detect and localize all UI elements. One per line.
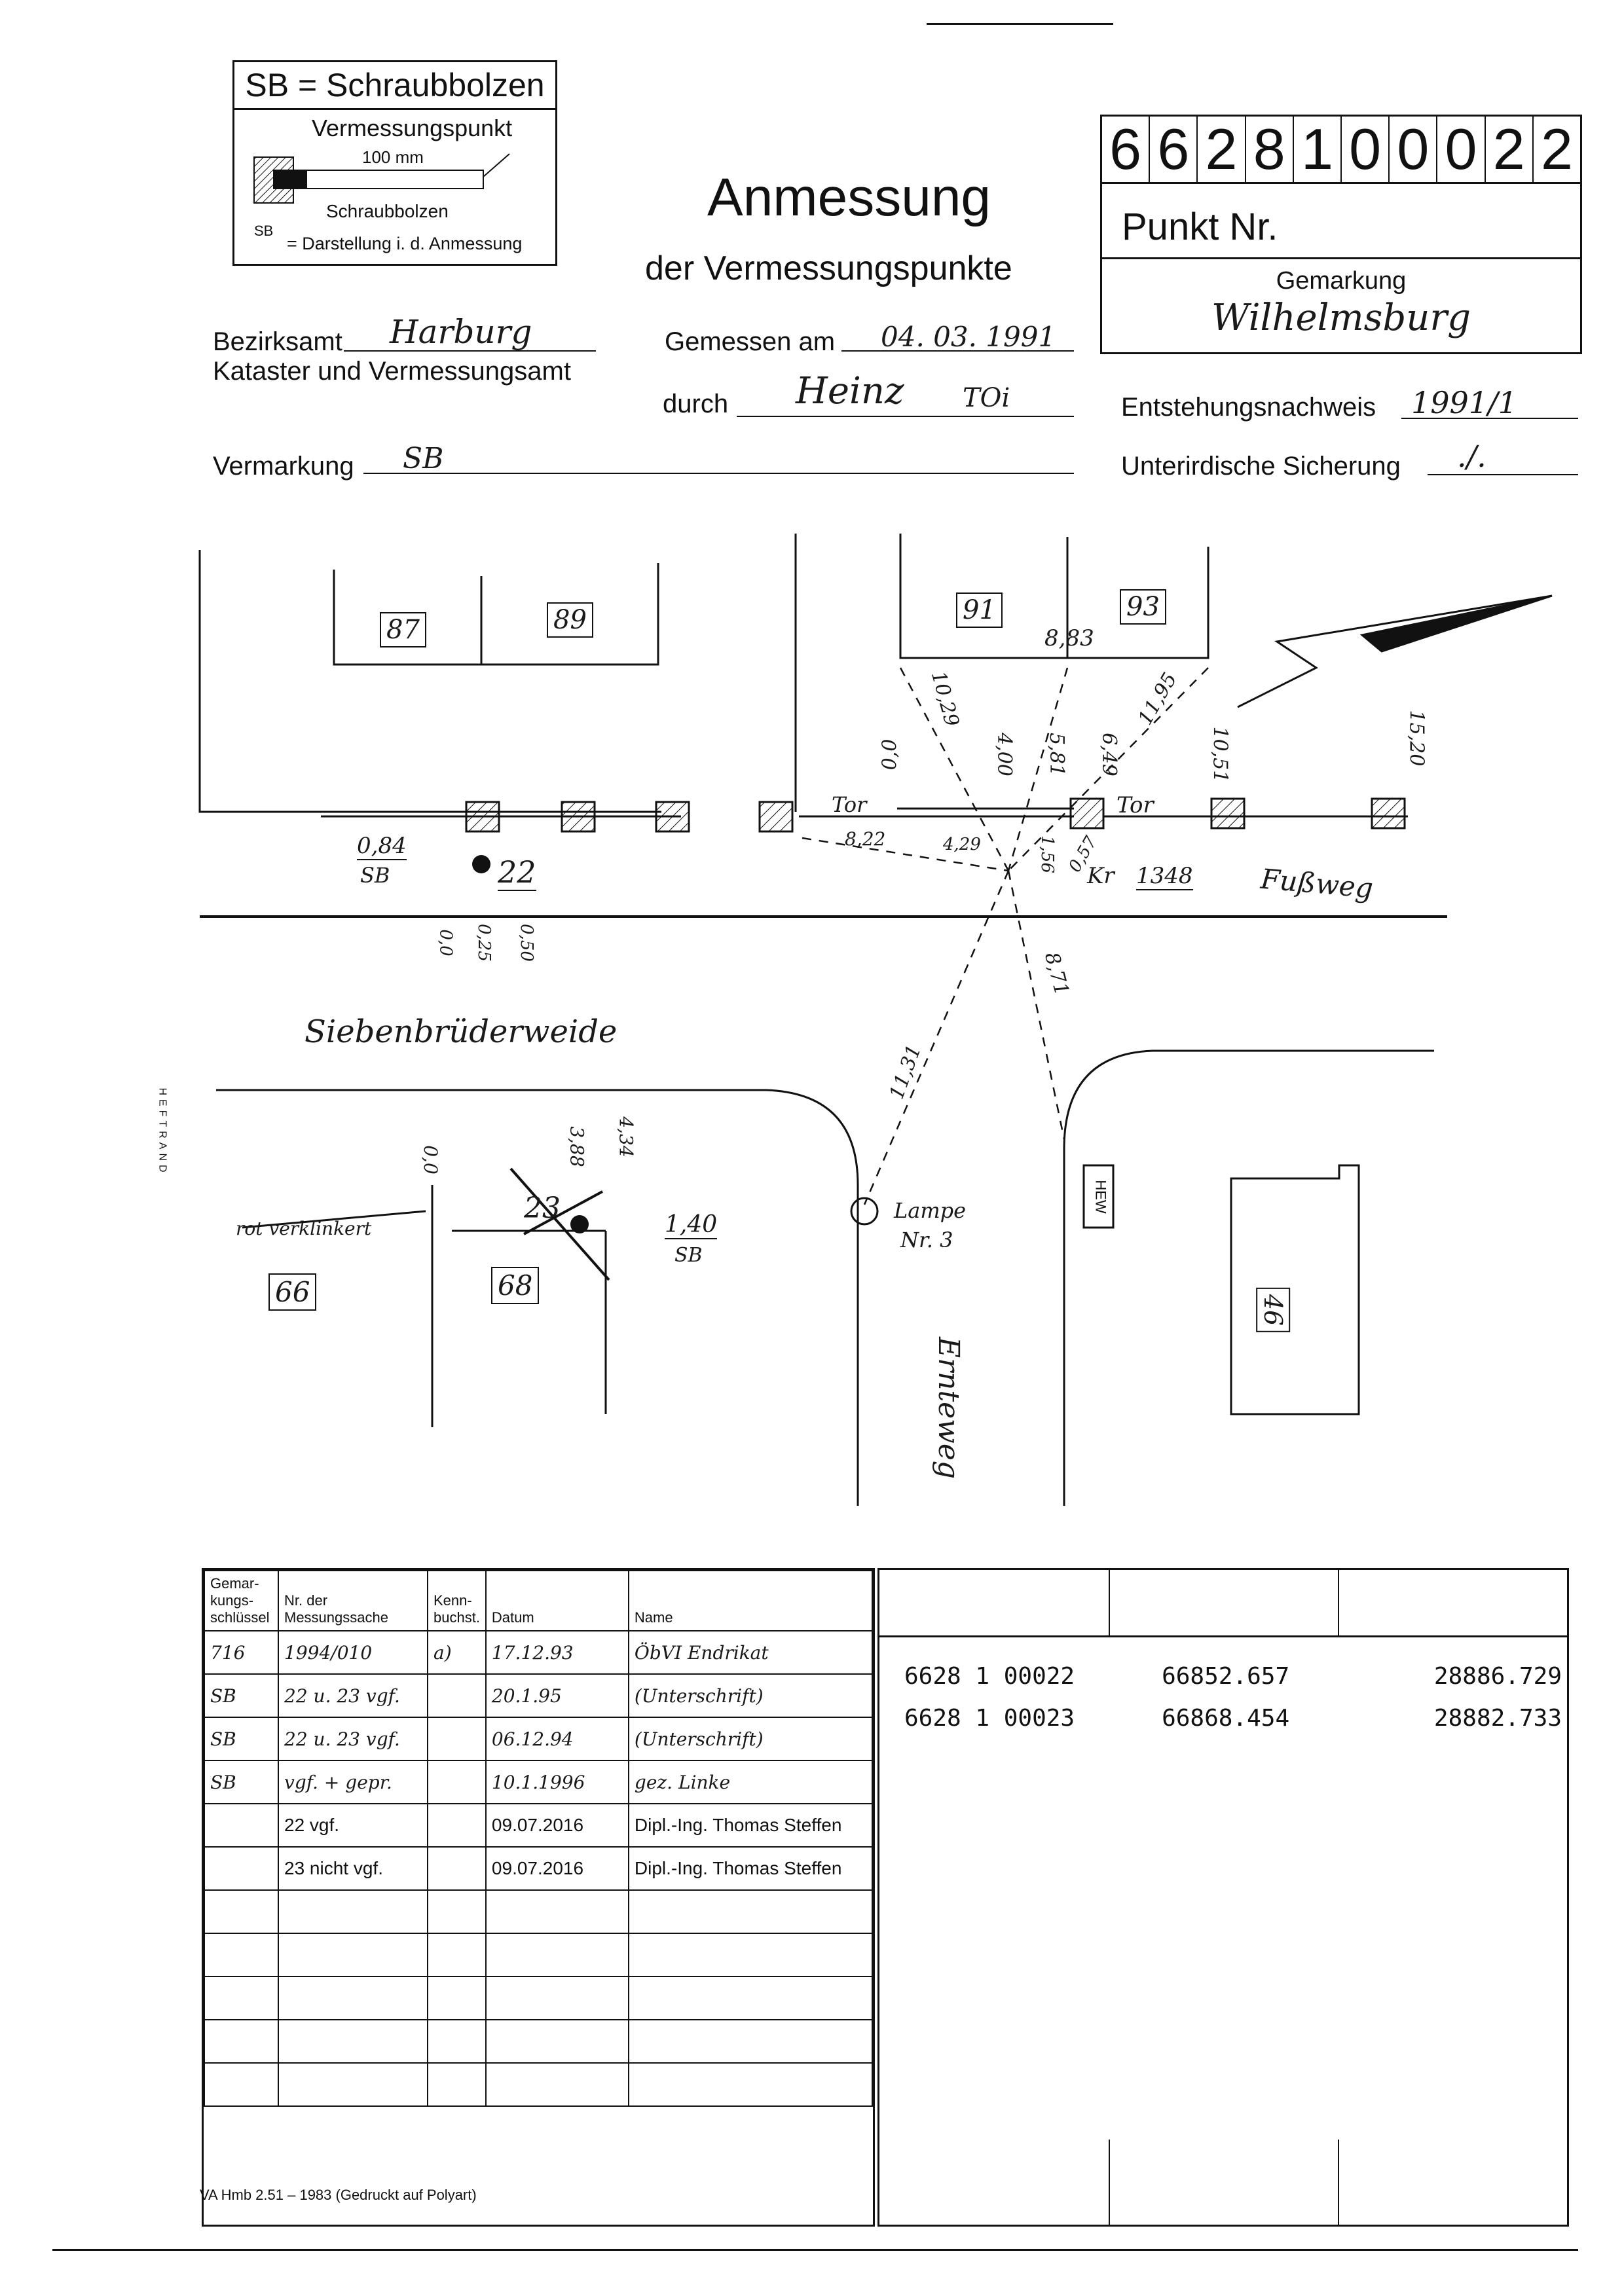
table-row — [204, 1760, 872, 1804]
cell — [204, 1804, 278, 1847]
parcel-89: 89 — [547, 602, 593, 638]
table-row — [899, 1655, 1567, 1697]
dim-00c: 0,0 — [419, 1145, 441, 1175]
punkt-digit: 6 — [1150, 117, 1198, 182]
form-note: VA Hmb 2.51 – 1983 (Gedruckt auf Polyart) — [200, 2187, 477, 2203]
cell: 23 nicht vgf. — [278, 1847, 428, 1890]
dim-025: 0,25 — [473, 924, 494, 962]
legend-length: 100 mm — [362, 147, 424, 167]
boundary-line — [200, 550, 661, 812]
legend-schraubbolzen: Schraubbolzen — [326, 201, 449, 221]
dim-400: 4,00 — [992, 733, 1016, 776]
cell: 6628 1 00023 — [904, 1704, 1075, 1732]
cell: 1994/010 — [278, 1631, 428, 1674]
coord-col-divider — [1109, 1570, 1110, 1635]
cell — [204, 1847, 278, 1890]
sicherung-value: ./. — [1457, 439, 1486, 474]
cell: (Unterschrift) — [629, 1674, 872, 1717]
bezirksamt-value: Harburg — [390, 313, 532, 351]
coord-lower-divider — [1109, 2140, 1110, 2225]
gemessen-value: 04. 03. 1991 — [881, 321, 1056, 353]
durch-line — [737, 416, 1074, 417]
page-subtitle: der Vermessungspunkte — [645, 249, 1012, 287]
coord-col-divider — [1338, 1570, 1339, 1635]
punkt-digit: 0 — [1390, 117, 1437, 182]
heftrand-label: HEFTRAND — [157, 1087, 168, 1176]
kataster-label: Kataster und Vermessungsamt — [213, 357, 571, 386]
cell: SB — [204, 1760, 278, 1804]
dim-084: 0,84 — [357, 833, 407, 859]
page-title: Anmessung — [707, 168, 991, 227]
dim-00a: 0,0 — [878, 738, 902, 771]
punkt-digit: 2 — [1198, 117, 1246, 182]
cell: 66868.454 — [1162, 1704, 1290, 1732]
punkt-digit: 6 — [1102, 117, 1150, 182]
cell: gez. Linke — [629, 1760, 872, 1804]
legend-title: SB = Schraubbolzen — [234, 62, 555, 110]
dim-388: 3,88 — [566, 1126, 588, 1167]
dim-883: 8,83 — [1044, 625, 1094, 651]
parcel-93: 93 — [1120, 589, 1166, 625]
table-row — [204, 1631, 872, 1674]
entstehung-label: Entstehungsnachweis — [1121, 393, 1376, 422]
parcel-91: 91 — [956, 592, 1003, 628]
dim-140: 1,40 — [665, 1211, 718, 1238]
sb-right: SB — [674, 1244, 703, 1267]
tor-right: Tor — [1116, 792, 1154, 818]
punkt-digit: 1 — [1294, 117, 1342, 182]
cell: 28882.733 — [1433, 1704, 1562, 1732]
vermarkung-value: SB — [403, 442, 444, 475]
cell: 6628 1 00022 — [904, 1662, 1075, 1690]
punkt-digit: 0 — [1437, 117, 1485, 182]
legend-vermessungspunkt: Vermessungspunkt — [312, 115, 513, 141]
tor-left: Tor — [832, 792, 867, 817]
table-row — [204, 1933, 872, 1977]
dim-156: 1,56 — [1037, 835, 1057, 873]
table-row — [204, 2020, 872, 2063]
durch-value: Heinz — [796, 370, 904, 412]
col-header-name: Name — [629, 1571, 872, 1631]
cell: SB — [204, 1717, 278, 1760]
coordinate-table — [899, 1655, 1567, 1739]
sicherung-label: Unterirdische Sicherung — [1121, 452, 1401, 481]
cell — [428, 1847, 486, 1890]
parcel-66: 66 — [268, 1273, 316, 1311]
col-header-gemarkung: Gemar-kungs-schlüssel — [204, 1571, 278, 1631]
dim-822: 8,22 — [845, 828, 886, 850]
cell: 22 u. 23 vgf. — [278, 1674, 428, 1717]
fussweg-label: Fußweg — [1259, 862, 1375, 905]
dim-050: 0,50 — [516, 924, 536, 962]
cell: ÖbVI Endrikat — [629, 1631, 872, 1674]
dim-871: 8,71 — [1039, 949, 1073, 998]
table-row — [204, 1804, 872, 1847]
table-row — [204, 1717, 872, 1760]
sicherung-line — [1428, 474, 1578, 475]
vermarkung-line — [363, 473, 1074, 474]
punkt-digits — [1102, 117, 1580, 184]
dim-1029: 10,29 — [926, 668, 963, 729]
cell: Dipl.-Ing. Thomas Steffen — [629, 1804, 872, 1847]
hew-label: HEW — [1092, 1180, 1109, 1214]
cell — [428, 1717, 486, 1760]
cell: 28886.729 — [1433, 1662, 1562, 1690]
lampe-nr: Nr. 3 — [900, 1228, 953, 1252]
parcel-68: 68 — [491, 1267, 539, 1304]
cell: 10.1.1996 — [486, 1760, 629, 1804]
table-row — [204, 1674, 872, 1717]
north-arrow — [1238, 596, 1552, 707]
street-siebenbruederweide: Siebenbrüderweide — [304, 1013, 618, 1050]
punkt-digit: 2 — [1540, 117, 1573, 181]
dim-1131: 11,31 — [885, 1042, 927, 1102]
cell: 22 vgf. — [278, 1804, 428, 1847]
table-row — [204, 1890, 872, 1933]
entstehung-value: 1991/1 — [1411, 385, 1517, 420]
cell: vgf. + gepr. — [278, 1760, 428, 1804]
punkt-nr-box — [1100, 115, 1582, 354]
punkt-digit: 2 — [1486, 117, 1534, 182]
top-rule — [927, 23, 1113, 25]
col-header-kennbuchst: Kenn-buchst. — [428, 1571, 486, 1631]
durch-label: durch — [663, 390, 729, 418]
cell: (Unterschrift) — [629, 1717, 872, 1760]
bottom-rule — [52, 2249, 1578, 2251]
cell: 716 — [204, 1631, 278, 1674]
cell — [428, 1674, 486, 1717]
gemessen-label: Gemessen am — [665, 327, 836, 356]
parcel-46: 46 — [1256, 1288, 1290, 1332]
legend-box — [232, 60, 557, 266]
point-22-label: 22 — [498, 854, 536, 890]
survey-sketch — [0, 511, 1624, 1519]
col-header-datum: Datum — [486, 1571, 629, 1631]
dim-581: 5,81 — [1044, 733, 1068, 776]
coord-header-band — [879, 1570, 1567, 1637]
cell: Dipl.-Ing. Thomas Steffen — [629, 1847, 872, 1890]
point-23-label: 23 — [524, 1192, 561, 1225]
col-header-messungssache: Nr. der Messungssache — [278, 1571, 428, 1631]
dim-00b: 0,0 — [435, 929, 456, 957]
point-23-dot — [570, 1215, 589, 1233]
kr-value: 1348 — [1136, 863, 1193, 889]
sb-left: SB — [360, 863, 390, 888]
table-row — [204, 1977, 872, 2020]
dim-1195: 11,95 — [1134, 668, 1182, 729]
cell — [428, 1760, 486, 1804]
dim-1051: 10,51 — [1208, 726, 1232, 783]
legend-darstellung: = Darstellung i. d. Anmessung — [287, 234, 523, 253]
dim-434: 4,34 — [615, 1116, 637, 1157]
cell: 09.07.2016 — [486, 1804, 629, 1847]
cell: a) — [428, 1631, 486, 1674]
coordinate-table-wrap — [877, 1568, 1569, 2227]
lampe-label: Lampe — [894, 1198, 967, 1223]
street-ernteweg: Ernteweg — [932, 1336, 966, 1480]
dim-429: 4,29 — [943, 835, 981, 854]
dim-649: 6,49 — [1097, 733, 1120, 776]
punkt-label: Punkt Nr. — [1122, 206, 1278, 248]
coord-lower-divider — [1338, 2140, 1339, 2225]
point-22-dot — [472, 855, 490, 873]
parcel-87: 87 — [380, 612, 426, 647]
table-row — [204, 2063, 872, 2106]
durch-value-2: TOi — [963, 383, 1010, 413]
cell: 20.1.95 — [486, 1674, 629, 1717]
history-table — [204, 1570, 873, 2107]
vermarkung-label: Vermarkung — [213, 452, 354, 481]
gemarkung-label: Gemarkung — [1276, 267, 1407, 295]
table-row — [899, 1697, 1567, 1739]
punkt-digit: 0 — [1342, 117, 1390, 182]
bezirksamt-label: Bezirksamt — [213, 327, 342, 356]
dim-1520: 15,20 — [1405, 710, 1428, 767]
legend-sb-symbol: SB — [254, 223, 274, 239]
cell — [428, 1804, 486, 1847]
cell: SB — [204, 1674, 278, 1717]
punkt-digit: 8 — [1246, 117, 1294, 182]
dim-057: 0,57 — [1065, 833, 1101, 876]
kr-label: Kr — [1087, 863, 1115, 889]
cell: 06.12.94 — [486, 1717, 629, 1760]
history-header-row — [204, 1571, 872, 1631]
rot-verklinkert: rot verklinkert — [236, 1218, 372, 1239]
cell: 66852.657 — [1162, 1662, 1290, 1690]
cell: 09.07.2016 — [486, 1847, 629, 1890]
history-table-wrap — [202, 1568, 875, 2227]
cell: 17.12.93 — [486, 1631, 629, 1674]
gemarkung-value: Wilhelmsburg — [1211, 297, 1471, 339]
cell: 22 u. 23 vgf. — [278, 1717, 428, 1760]
table-row — [204, 1847, 872, 1890]
